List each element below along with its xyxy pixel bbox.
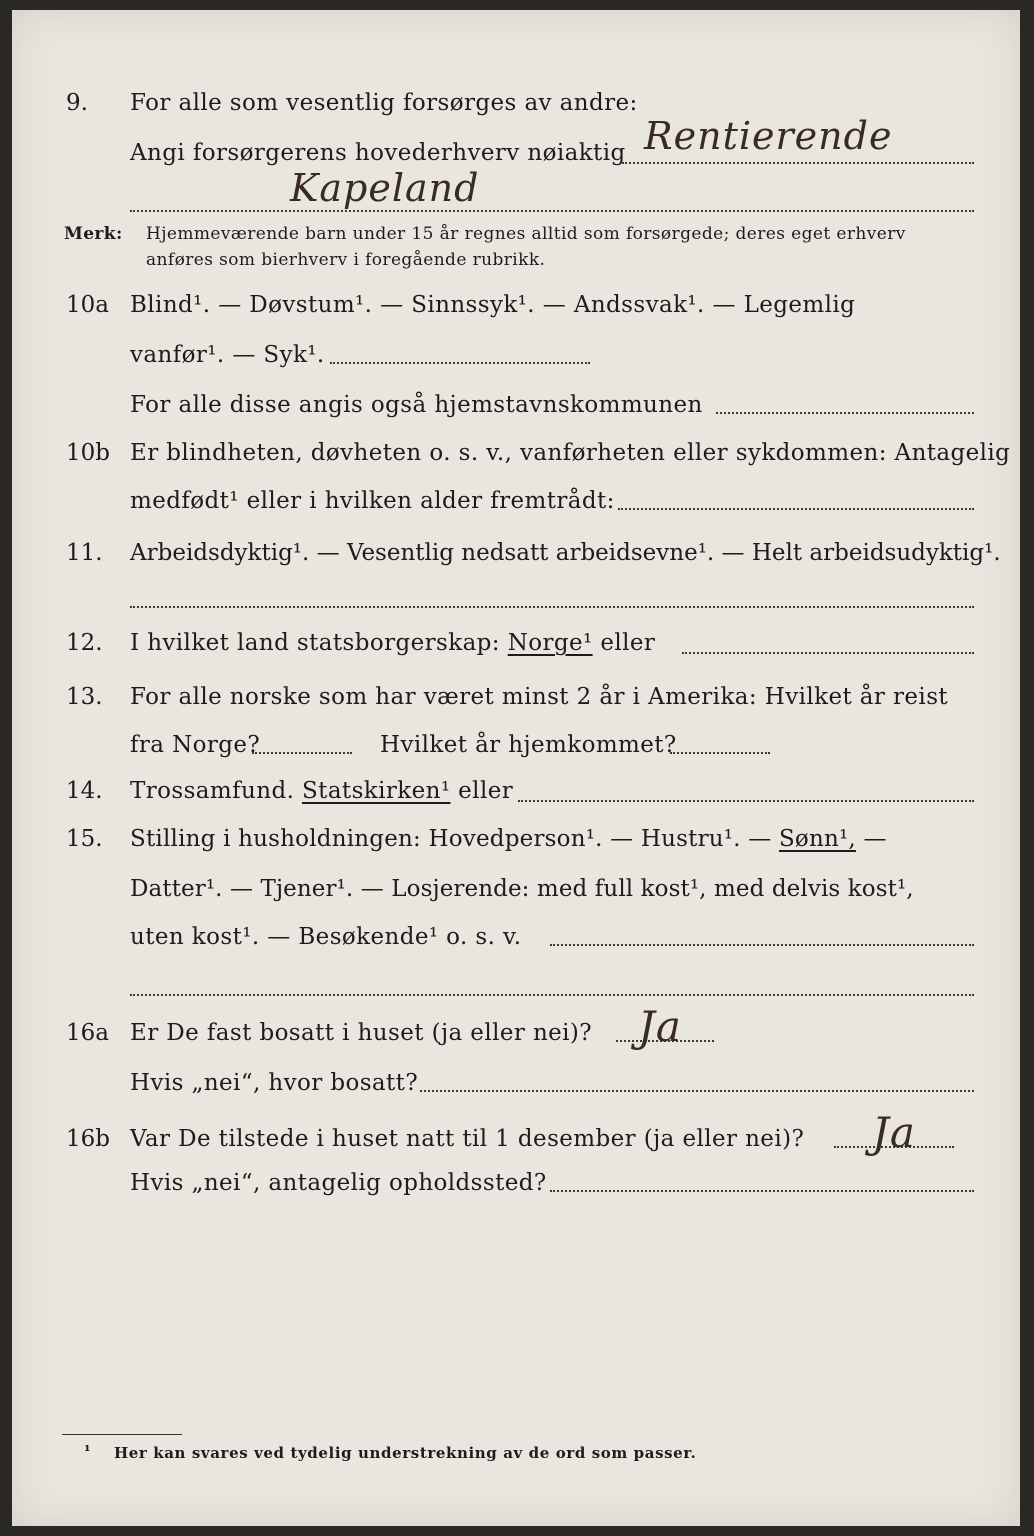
q9-answer-line1 xyxy=(622,162,974,164)
q13-number: 13. xyxy=(66,684,103,710)
q16a-number: 16a xyxy=(66,1020,109,1046)
q14-post: eller xyxy=(458,778,514,804)
q15-answer-line2 xyxy=(130,994,974,996)
q13-line2a: fra Norge? xyxy=(130,732,261,758)
q9-line1: For alle som vesentlig forsørges av andre: xyxy=(130,90,638,116)
q16b-number: 16b xyxy=(66,1126,110,1152)
q16a-handwritten-answer: Ja xyxy=(638,1002,682,1051)
q15-number: 15. xyxy=(66,826,103,852)
q9-handwritten-answer2: Kapeland xyxy=(290,166,480,210)
q14-answer-line xyxy=(518,800,974,802)
q12-answer-line xyxy=(682,652,974,654)
q14-pre: Trossamfund. xyxy=(130,778,295,804)
footnote-mark: ¹ xyxy=(84,1442,91,1460)
q16a-line2: Hvis „nei“, hvor bosatt? xyxy=(130,1070,419,1096)
q13-line2b: Hvilket år hjemkommet? xyxy=(380,732,677,758)
q15-answer-line1 xyxy=(550,944,974,946)
q10a-number: 10a xyxy=(66,292,109,318)
q11-answer-line xyxy=(130,606,974,608)
q16a-bosatt-line xyxy=(420,1090,974,1092)
q15-line1-pre: Stilling i husholdningen: Hovedperson¹. — Hustru¹. — xyxy=(130,826,772,852)
q9-number: 9. xyxy=(66,90,88,116)
q12-text xyxy=(130,630,655,656)
q10a-kommune-line xyxy=(716,412,974,414)
merk-label: Merk: xyxy=(64,224,123,244)
q12-underlined-option: Norge¹ xyxy=(507,630,593,656)
q14-underlined-option: Statskirken¹ xyxy=(302,778,451,804)
merk-line2: anføres som bierhverv i foregående rubrikk. xyxy=(146,250,546,270)
q10b-answer-line xyxy=(618,508,974,510)
q10b-line2: medfødt¹ eller i hvilken alder fremtrådt: xyxy=(130,488,615,514)
q9-answer-line2 xyxy=(130,210,974,212)
q12-pre: I hvilket land statsborgerskap: xyxy=(130,630,500,656)
q10a-line1: Blind¹. — Døvstum¹. — Sinnssyk¹. — Andssvak¹. — Legemlig xyxy=(130,292,856,318)
q10a-line2: vanfør¹. — Syk¹. xyxy=(130,342,325,368)
q12-post: eller xyxy=(600,630,656,656)
q15-line2: Datter¹. — Tjener¹. — Losjerende: med full kost¹, med delvis kost¹, xyxy=(130,876,914,902)
q16b-handwritten-answer: Ja xyxy=(872,1108,916,1157)
q13-reist-line xyxy=(252,752,352,754)
q9-line2: Angi forsørgerens hovederhverv nøiaktig xyxy=(130,140,626,166)
footnote-rule xyxy=(62,1434,182,1435)
q16a-line1: Er De fast bosatt i huset (ja eller nei)? xyxy=(130,1020,593,1046)
q12-number: 12. xyxy=(66,630,103,656)
q10b-number: 10b xyxy=(66,440,110,466)
census-form-page xyxy=(12,10,1020,1526)
q10a-syk-line xyxy=(330,362,590,364)
q16b-line1: Var De tilstede i huset natt til 1 desember (ja eller nei)? xyxy=(130,1126,805,1152)
q9-handwritten-answer1: Rentierende xyxy=(644,114,893,158)
q15-line3: uten kost¹. — Besøkende¹ o. s. v. xyxy=(130,924,522,950)
q15-line1-post: — xyxy=(863,826,887,852)
merk-line1: Hjemmeværende barn under 15 år regnes alltid som forsørgede; deres eget erhverv xyxy=(146,224,906,244)
q11-number: 11. xyxy=(66,540,103,566)
q16b-opholdssted-line xyxy=(550,1190,974,1192)
q11-line1: Arbeidsdyktig¹. — Vesentlig nedsatt arbeidsevne¹. — Helt arbeidsudyktig¹. xyxy=(130,540,1001,566)
q14-number: 14. xyxy=(66,778,103,804)
q10a-line3: For alle disse angis også hjemstavnskommunen xyxy=(130,392,703,418)
q13-hjemkommet-line xyxy=(670,752,770,754)
q15-line1 xyxy=(130,826,887,852)
q14-text xyxy=(130,778,513,804)
q16b-line2: Hvis „nei“, antagelig opholdssted? xyxy=(130,1170,547,1196)
q15-underlined-option: Sønn¹, xyxy=(778,826,856,852)
q10b-line1: Er blindheten, døvheten o. s. v., vanførheten eller sykdommen: Antagelig xyxy=(130,440,1011,466)
footnote-text: Her kan svares ved tydelig understrekning av de ord som passer. xyxy=(114,1444,697,1462)
q13-line1: For alle norske som har været minst 2 år i Amerika: Hvilket år reist xyxy=(130,684,949,710)
